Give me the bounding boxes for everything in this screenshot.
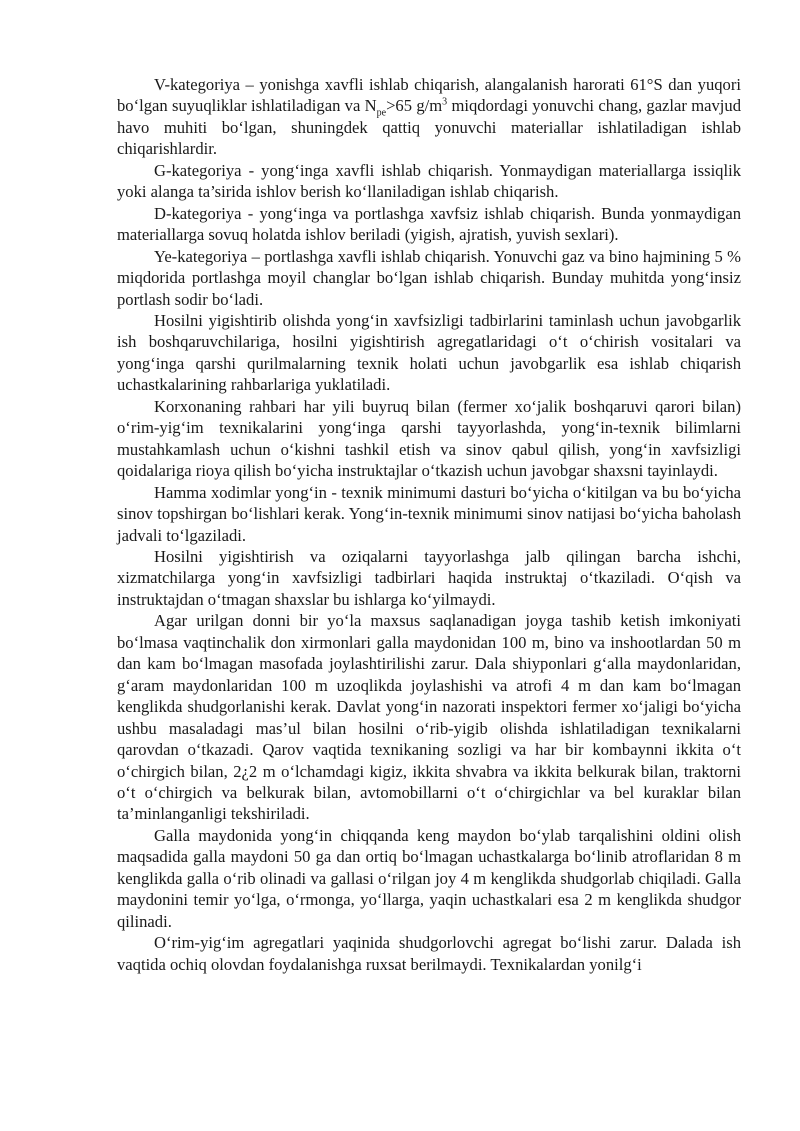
paragraph-instruction: Hosilni yigishtirish va oziqalarni tayyorlashga jalb qilingan barcha ishchi, xizmatchilarga yong‘in xavfsizligi tadbirlari haqida instruktaj o‘tkaziladi. O‘qish va instruktajdan o‘tmagan shaxslar bu ishlarga ko‘yilmaydi. (117, 546, 741, 609)
paragraph-harvest-units: O‘rim-yig‘im agregatlari yaqinida shudgorlovchi agregat bo‘lishi zarur. Dalada ish vaqtida ochiq olovdan foydalanishga ruxsat berilmaydi. Texnikalardan yonilg‘i (117, 933, 741, 974)
v-category-text-3: miqdordagi yonuvchi chang, gazlar mavjud havo muhiti bo‘lgan, shuningdek qattiq yonuvchi materiallar ishlatiladigan ishlab chiqarishlardir. (117, 96, 742, 159)
v-category-subscript: pe (376, 107, 387, 119)
paragraph-grain-storage: Agar urilgan donni bir yo‘la maxsus saqlanadigan joyga tashib ketish imkoniyati bo‘lmasa vaqtinchalik don xirmonlari galla maydonidan 100 m, bino va inshootlardan 50 m dan kam bo‘lmagan masofada joylashtirilishi zarur. Dala shiyponlari g‘alla maydonlaridan, g‘aram maydonlaridan 100 m uzoqlikda joylashishi va atrofi 4 m dan kam bo‘lmagan kenglikda shudgorlanishi kerak. Davlat yong‘in nazorati inspektori fermer xo‘jaligi bo‘yicha ushbu masaladagi mas’ul bilan hosilni o‘rib-yigib olishda ishlatiladigan texnikalarni qarovdan o‘tkazadi. Qarov vaqtida texnikaning sozligi va har bir kombaynni ikkita o‘t o‘chirgich bilan, 2¿2 m o‘lchamdagi kigiz, ikkita shvabra va ikkita belkurak bilan, traktorni o‘t o‘chirgich va belkurak bilan, avtomobillarni o‘t o‘chirgichlar va bel kuraklar bilan ta’minlanganligi tekshiriladi. (117, 611, 741, 824)
paragraph-field-fire: Galla maydonida yong‘in chiqqanda keng maydon bo‘ylab tarqalishini oldini olish maqsadida galla maydoni 50 ga dan ortiq bo‘lmagan uchastkalarga bo‘linib atroflaridan 8 m kenglikda galla o‘rib olinadi va gallasi o‘rilgan joy 4 m kenglikda shudgorlab chiqiladi. Galla maydonini temir yo‘lga, o‘rmonga, yo‘llarga, yaqin uchastkalari esa 2 m kenglikda shudgor qilinadi. (117, 825, 741, 931)
paragraph-responsibility: Hosilni yigishtirib olishda yong‘in xavfsizligi tadbirlarini taminlash uchun javobgarlik ish boshqaruvchilariga, hosilni yigishtirish agregatlaridagi o‘t o‘chirish vositalari va yong‘inga qarshi qurilmalarning texnik holati uchun javobgarlik esa ishlab chiqarish uchastkalarining rahbarlariga yuklatiladi. (117, 310, 741, 395)
paragraph-d-category: D-kategoriya - yong‘inga va portlashga xavfsiz ishlab chiqarish. Bunda yonmaydigan materiallarga sovuq holatda ishlov beriladi (yigish, ajratish, yuvish sexlari). (117, 203, 741, 245)
paragraph-v-category (117, 74, 741, 160)
paragraph-fire-minimum: Hamma xodimlar yong‘in - texnik minimumi dasturi bo‘yicha o‘kitilgan va bu bo‘yicha sinov topshirgan bo‘lishlari kerak. Yong‘in-texnik minimumi sinov natijasi bo‘yicha baholash jadvali to‘lgaziladi. (117, 482, 741, 545)
document-page (117, 74, 741, 975)
v-category-text-1: V-kategoriya – yonishga xavfli ishlab chiqarish, alangalanish harorati 61°S dan yuqori bo‘lgan suyuqliklar ishlatiladigan va N (117, 75, 741, 116)
v-category-superscript: 3 (442, 96, 448, 108)
paragraph-ye-category: Ye-kategoriya – portlashga xavfli ishlab chiqarish. Yonuvchi gaz va bino hajmining 5 % miqdorida portlashga moyil changlar bo‘lgan ishlab chiqarish. Bunday muhitda yong‘insiz portlash sodir bo‘ladi. (117, 246, 741, 309)
paragraph-director-order: Korxonaning rahbari har yili buyruq bilan (fermer xo‘jalik boshqaruvi qarori bilan) o‘rim-yig‘im texnikalarini yong‘inga qarshi tayyorlashda, yong‘in-texnik bilimlarni mustahkamlash uchun o‘kishni tashkil etish va sinov qabul qilish, yong‘in xavfsizligi qoidalariga rioya qilish bo‘yicha instruktajlar o‘tkazish uchun javobgar shaxsni tayinlaydi. (117, 396, 741, 481)
paragraph-g-category: G-kategoriya - yong‘inga xavfli ishlab chiqarish. Yonmaydigan materiallarga issiqlik yoki alanga ta’sirida ishlov berish ko‘llaniladigan ishlab chiqarish. (117, 160, 741, 202)
v-category-text-2: >65 g/m (386, 96, 443, 116)
